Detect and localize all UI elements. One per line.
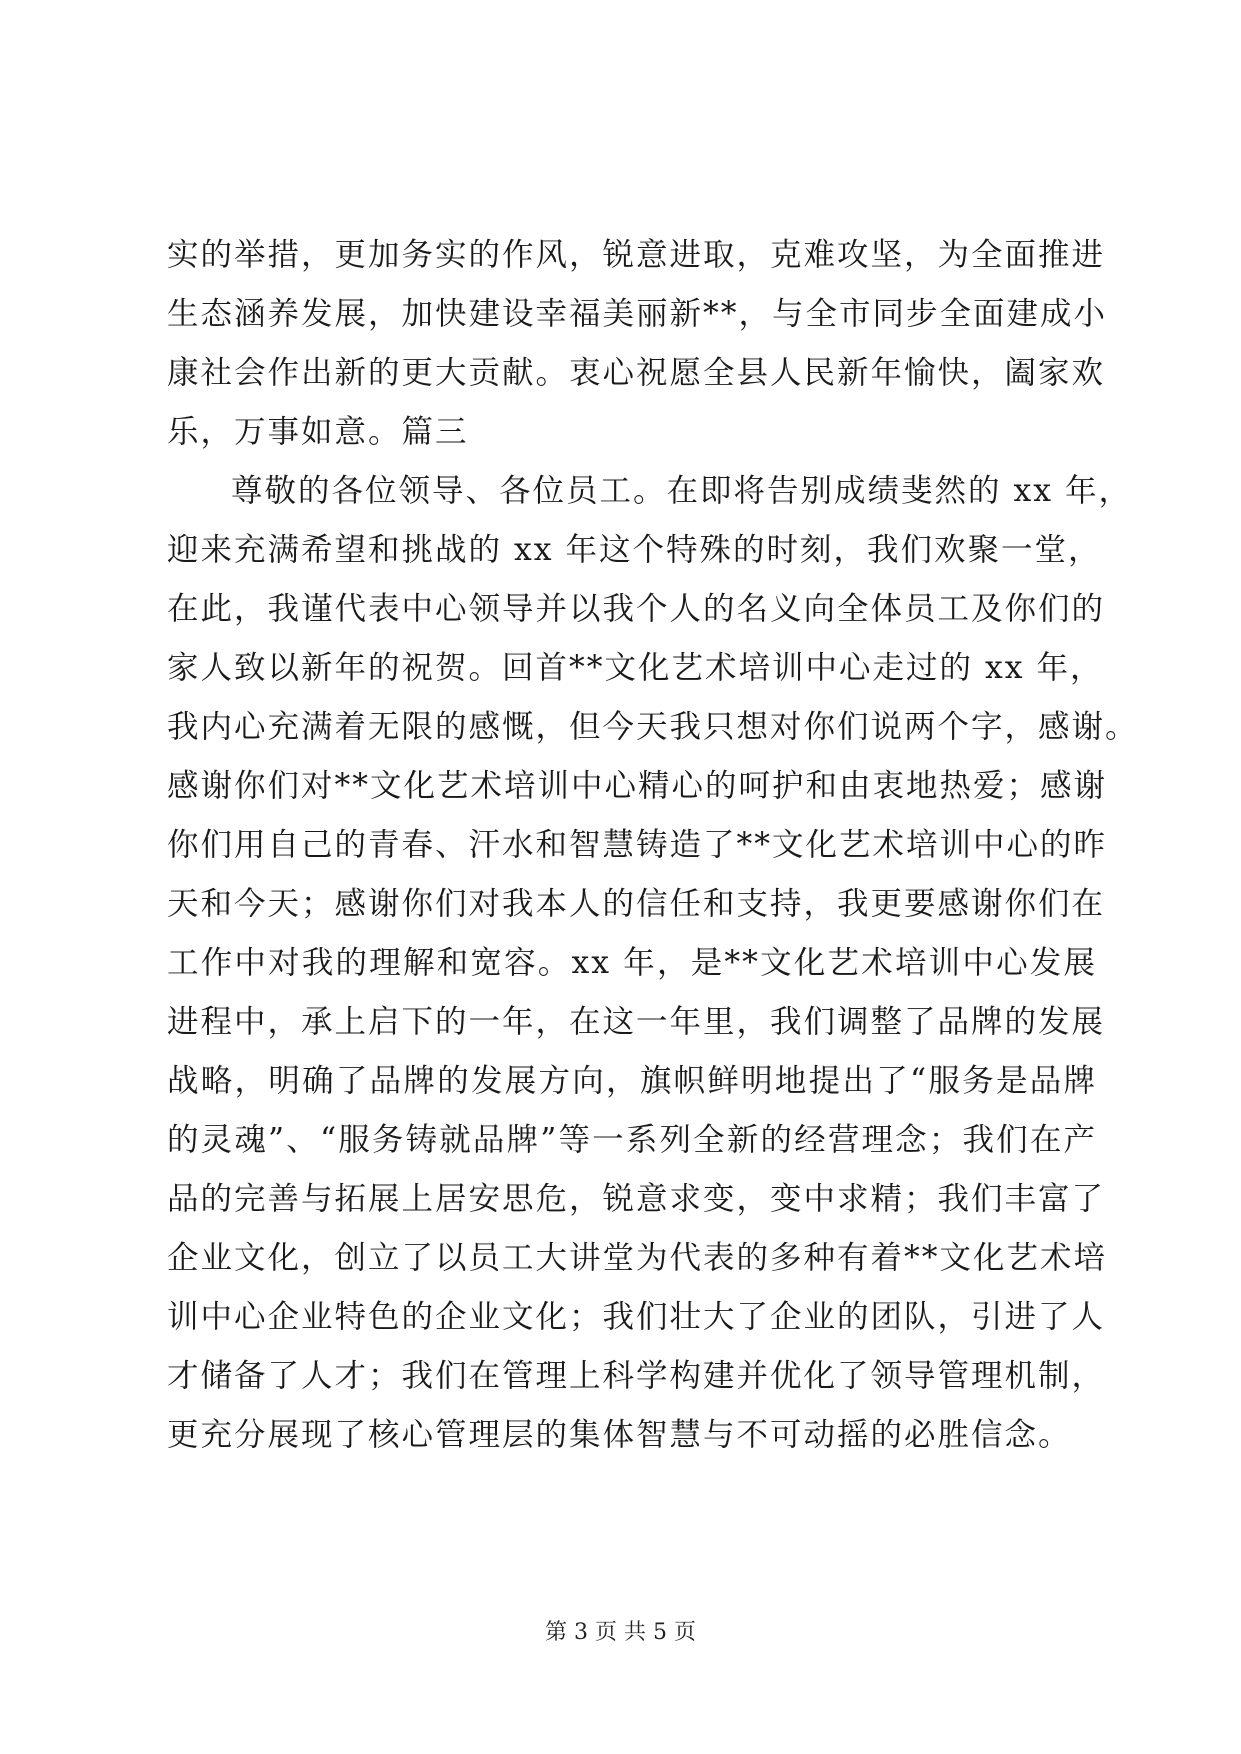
page-number-footer: 第 3 页 共 5 页: [545, 1620, 696, 1645]
text-line: 尊敬的各位领导、各位员工。在即将告别成绩斐然的 xx 年，: [231, 473, 1133, 509]
text-line: 迎来充满希望和挑战的 xx 年这个特殊的时刻，我们欢聚一堂，: [167, 532, 1102, 568]
paragraph-1: [167, 226, 1108, 462]
text-line: 进程中，承上启下的一年，在这一年里，我们调整了品牌的发展: [167, 1004, 1106, 1040]
text-line: 才储备了人才；我们在管理上科学构建并优化了领导管理机制，: [167, 1358, 1106, 1394]
document-body: [167, 226, 1139, 1465]
text-line: 天和今天；感谢你们对我本人的信任和支持，我更要感谢你们在: [167, 886, 1106, 922]
text-line: 感谢你们对**文化艺术培训中心精心的呵护和由衷地热爱；感谢: [167, 768, 1108, 804]
text-line: 战略，明确了品牌的发展方向，旗帜鲜明地提出了“服务是品牌: [167, 1063, 1097, 1099]
text-line: 生态涵养发展，加快建设幸福美丽新**，与全市同步全面建成小: [167, 296, 1108, 332]
text-line: 家人致以新年的祝贺。回首**文化艺术培训中心走过的 xx 年，: [167, 650, 1104, 686]
text-line: 更充分展现了核心管理层的集体智慧与不可动摇的必胜信念。: [167, 1417, 1072, 1453]
text-line: 品的完善与拓展上居安思危，锐意求变，变中求精；我们丰富了: [167, 1181, 1106, 1217]
text-line: 在此，我谨代表中心领导并以我个人的名义向全体员工及你们的: [167, 591, 1106, 627]
text-line: 实的举措，更加务实的作风，锐意进取，克难攻坚，为全面推进: [167, 237, 1106, 273]
text-line: 工作中对我的理解和宽容。xx 年，是**文化艺术培训中心发展: [167, 945, 1097, 981]
text-line: 训中心企业特色的企业文化；我们壮大了企业的团队，引进了人: [167, 1299, 1106, 1335]
text-line: 的灵魂”、“服务铸就品牌”等一系列全新的经营理念；我们在产: [167, 1122, 1097, 1158]
text-line: 我内心充满着无限的感慨，但今天我只想对你们说两个字，感谢。: [167, 709, 1139, 745]
text-line: 康社会作出新的更大贡献。衷心祝愿全县人民新年愉快，阖家欢: [167, 355, 1106, 391]
paragraph-2: [167, 462, 1139, 1465]
text-line: 你们用自己的青春、汗水和智慧铸造了**文化艺术培训中心的昨: [167, 827, 1108, 863]
text-line: 企业文化，创立了以员工大讲堂为代表的多种有着**文化艺术培: [167, 1240, 1108, 1276]
text-line: 乐，万事如意。篇三: [167, 414, 469, 450]
